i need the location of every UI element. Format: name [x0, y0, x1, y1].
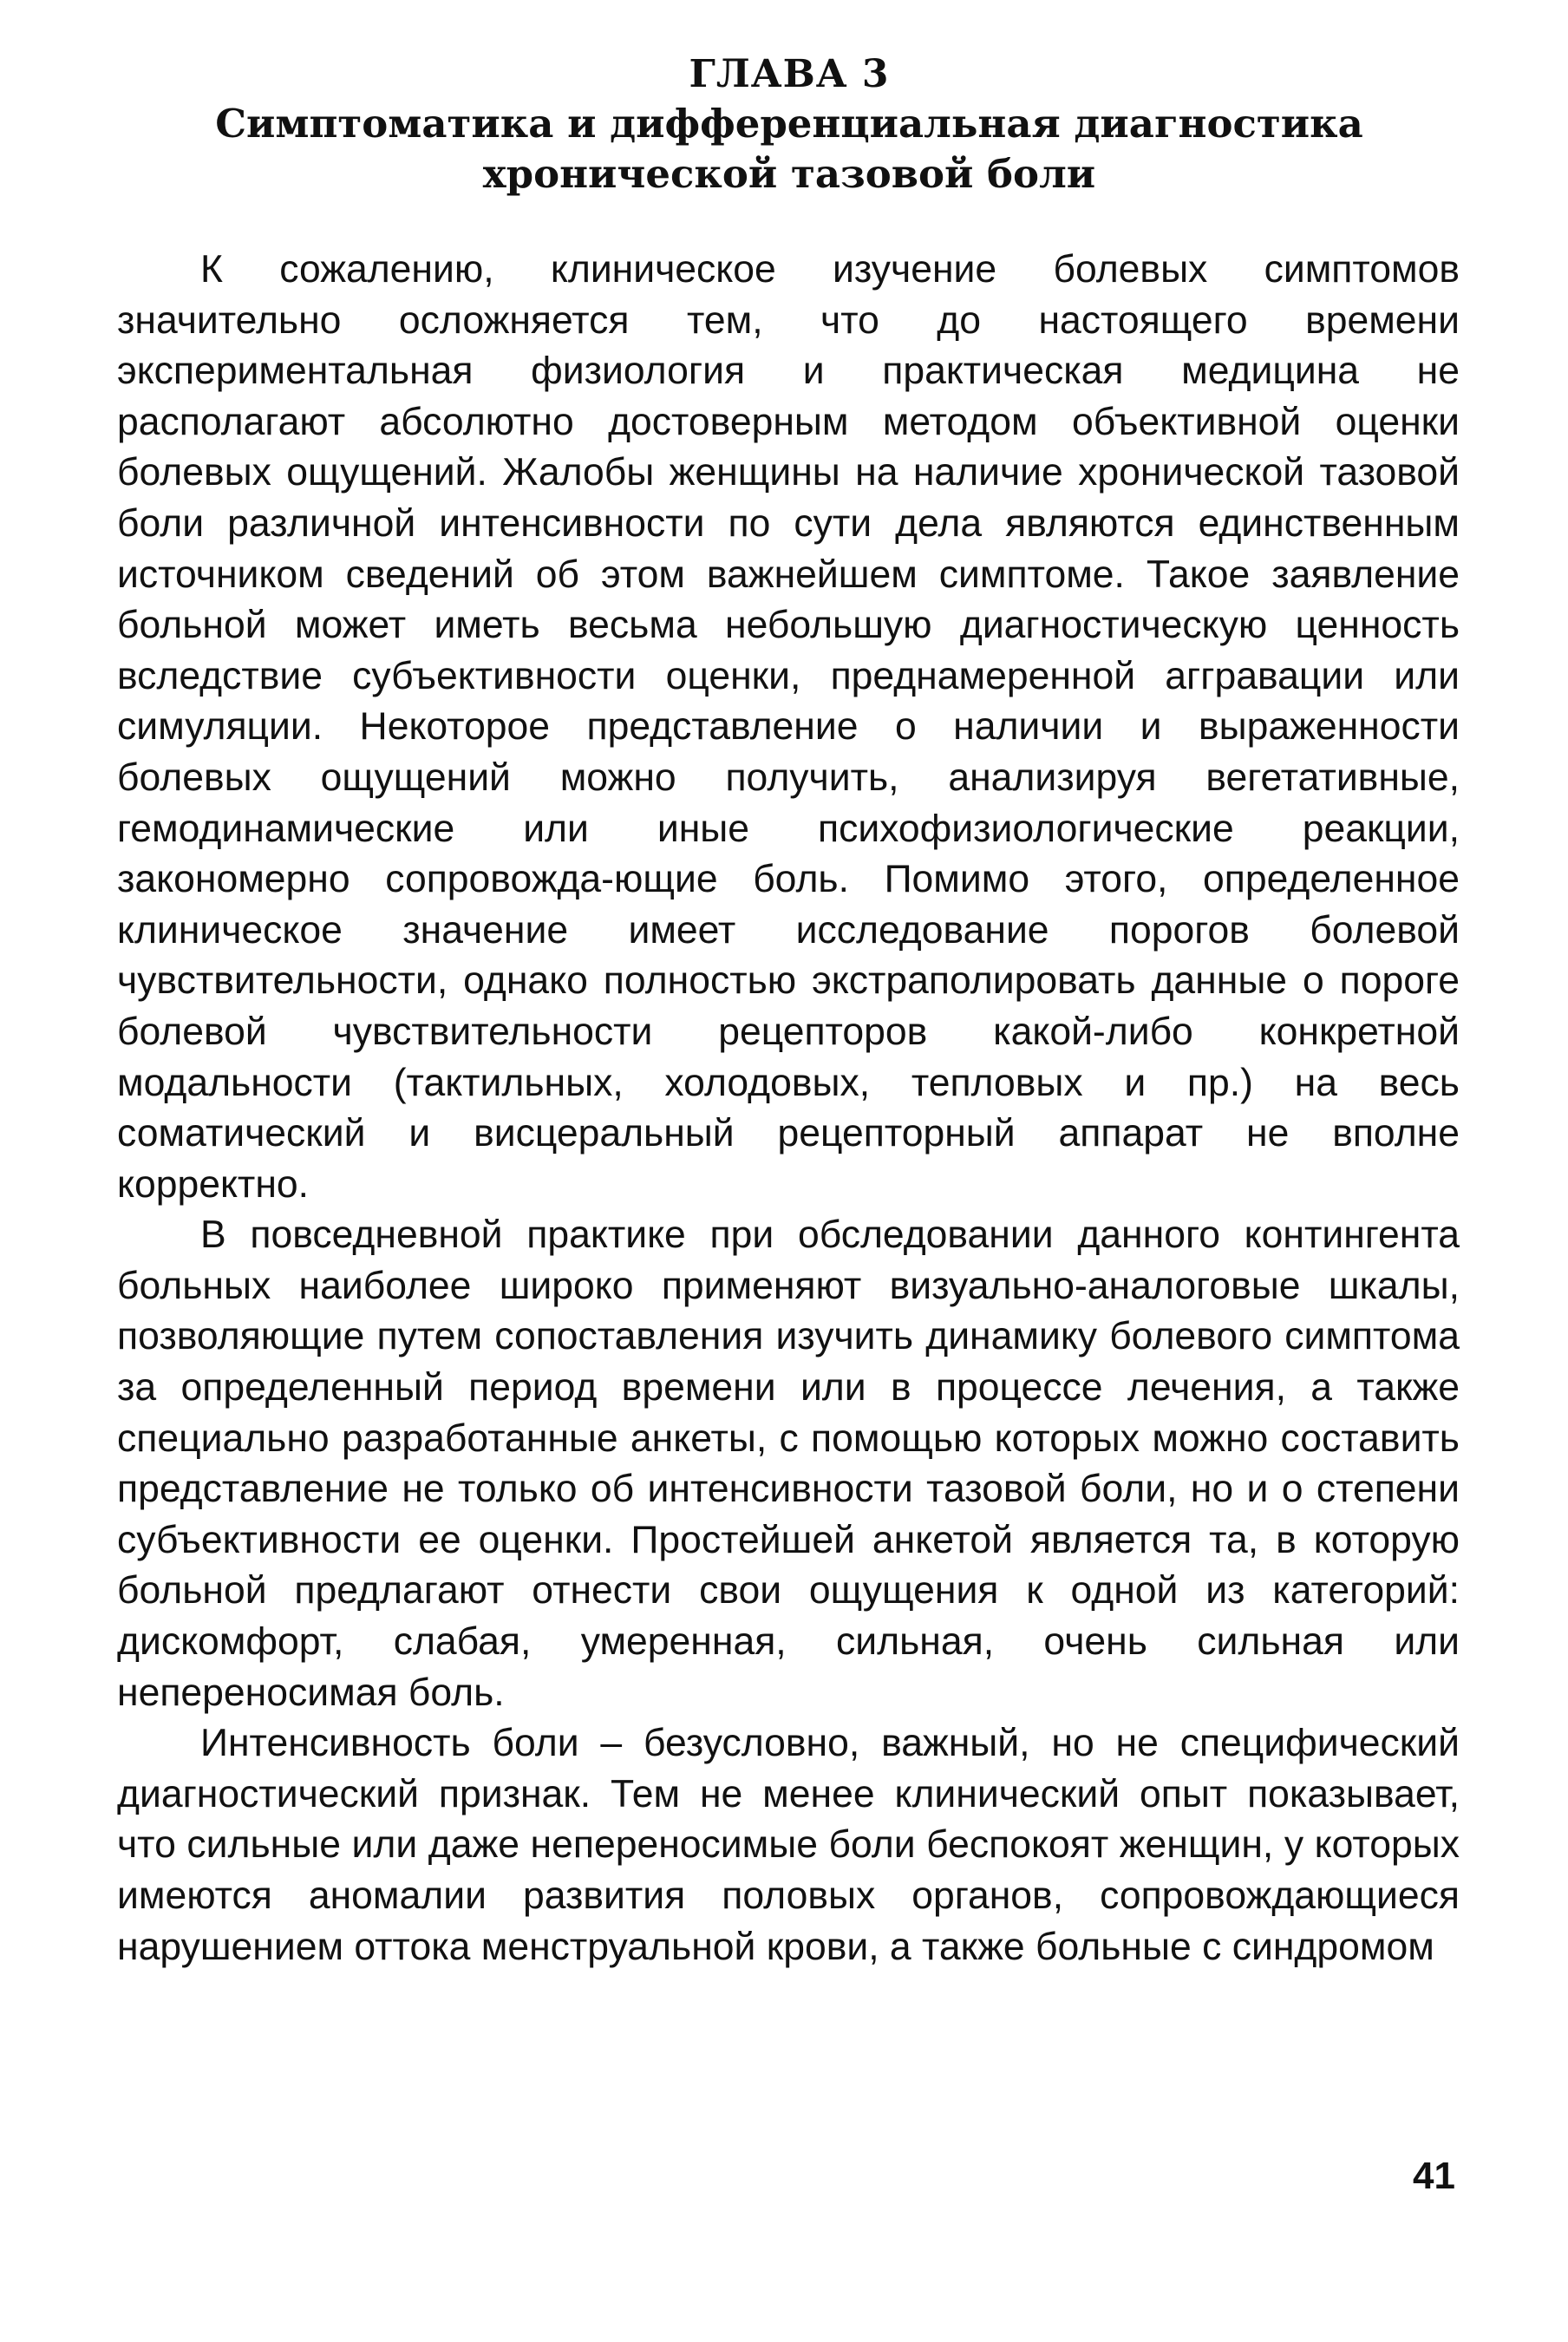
chapter-title-line-2: хронической тазовой боли — [482, 151, 1096, 197]
body-text — [117, 245, 1460, 1972]
paragraph-1: К сожалению, клиническое изучение болевых симптомов значительно осложняется тем, что до настоящего времени экспериментальная физиология и практическая медицина не располагают абсолютно достоверным методом объективной оценки болевых ощущений. Жалобы женщины на наличие хронической тазовой боли различной интенсивности по сути дела являются единственным источником сведений об этом важнейшем симптоме. Такое заявление больной может иметь весьма небольшую диагностическую ценность вследствие субъективности оценки, преднамеренной аггравации или симуляции. Некоторое представление о наличии и выраженности болевых ощущений можно получить, анализируя вегетативные, гемодинамические или иные психофизиологические реакции, закономерно сопровожда-ющие боль. Помимо этого, определенное клиническое значение имеет исследование порогов болевой чувствительности, однако полностью экстраполировать данные о пороге болевой чувствительности рецепторов какой-либо конкретной модальности (тактильных, холодовых, тепловых и пр.) на весь соматический и висцеральный рецепторный аппарат не вполне корректно. — [117, 248, 1460, 1206]
paragraph-3: Интенсивность боли – безусловно, важный, но не специфический диагностический признак. Тем не менее клинический опыт показывает, что сильные или даже непереносимые боли беспокоят женщин, у которых имеются аномалии развития половых органов, сопровождающиеся нарушением оттока менструальной крови, а также больные с синдромом — [117, 1722, 1460, 1968]
chapter-header — [113, 50, 1466, 200]
chapter-title-line-1: Симптоматика и дифференциальная диагностика — [215, 101, 1363, 147]
paragraph-2: В повседневной практике при обследовании данного контингента больных наиболее широко применяют визуально-аналоговые шкалы, позволяющие путем сопоставления изучить динамику болевого симптома за определенный период времени или в процессе лечения, а также специально разработанные анкеты, с помощью которых можно составить представление не только об интенсивности тазовой боли, но и о степени субъективности ее оценки. Простейшей анкетой является та, в которую больной предлагают отнести свои ощущения к одной из категорий: дискомфорт, слабая, умеренная, сильная, очень сильная или непереносимая боль. — [117, 1214, 1460, 1714]
chapter-label: ГЛАВА 3 — [689, 52, 890, 96]
page-number: 41 — [1413, 2155, 1455, 2197]
